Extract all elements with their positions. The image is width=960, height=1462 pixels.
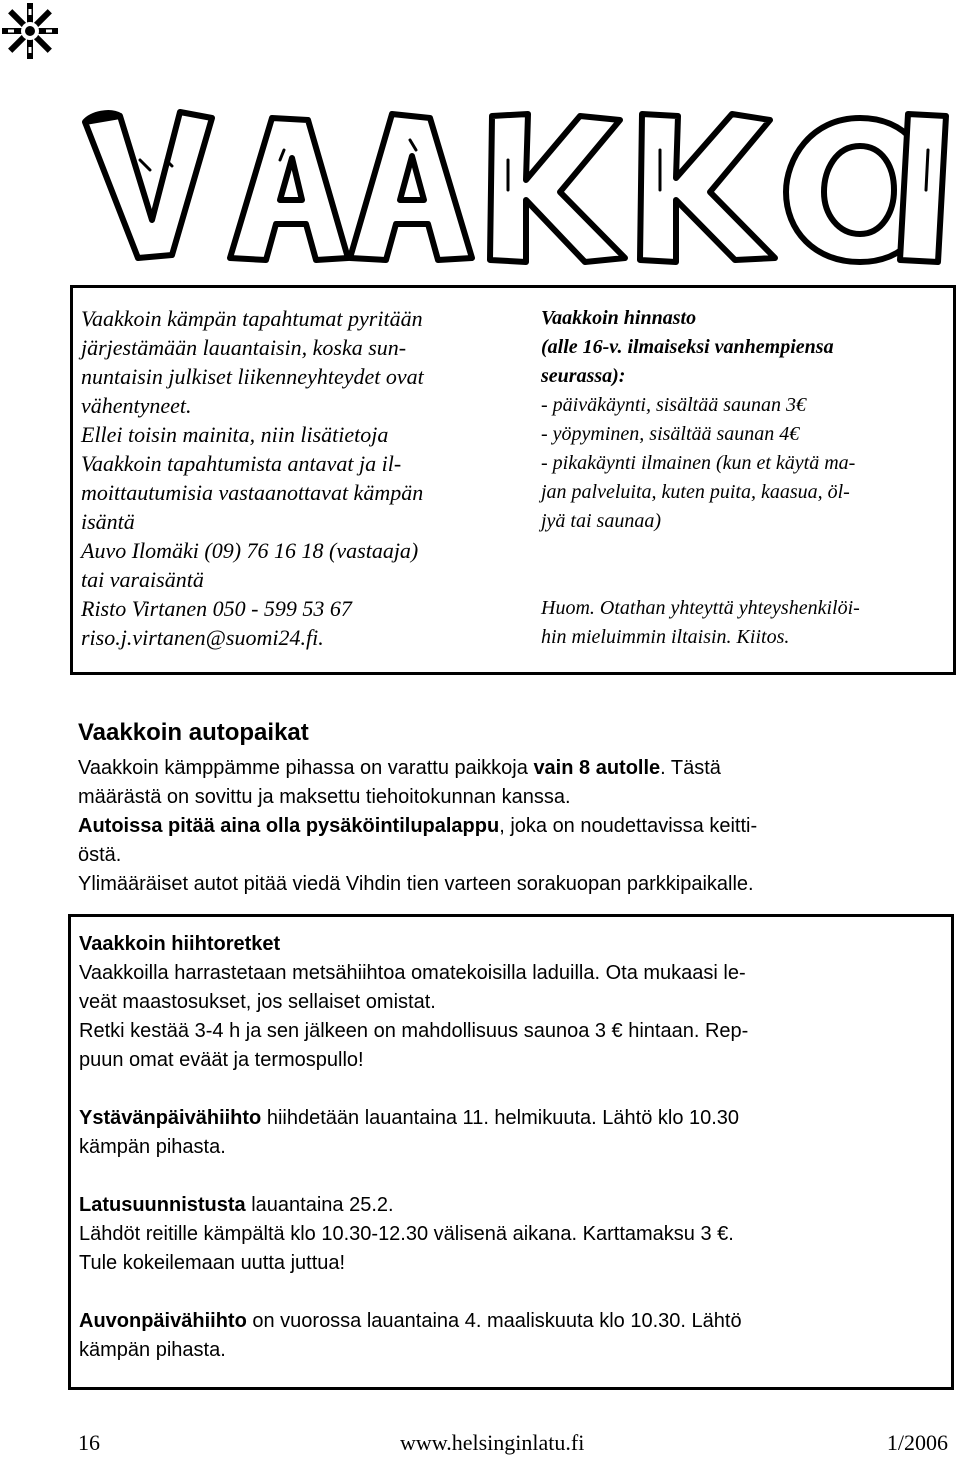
event-name: Auvonpäivähiihto xyxy=(79,1310,247,1332)
event-auvo-day xyxy=(79,1307,945,1336)
ski-text: kämpän pihasta. xyxy=(79,1339,226,1361)
price-subtitle: (alle 16-v. ilmaiseksi vanhempiensa xyxy=(541,336,834,358)
ski-text: Retki kestää 3-4 h ja sen jälkeen on mahdollisuus saunoa 3 € hintaan. Rep- xyxy=(79,1020,749,1042)
info-line: moittautumisia vastaanottavat kämpän xyxy=(81,480,424,505)
text-run: on vuorossa lauantaina 4. maaliskuuta klo 10.30. Lähtö xyxy=(246,1310,742,1332)
info-line: Vaakkoin tapahtumista antavat ja il- xyxy=(81,451,402,476)
event-name: Latusuunnistusta xyxy=(79,1194,246,1216)
parking-text: Ylimääräiset autot pitää viedä Vihdin tien varteen sorakuopan parkkipaikalle. xyxy=(78,873,754,895)
info-line: järjestämään lauantaisin, koska sun- xyxy=(81,335,407,360)
info-line: Ellei toisin mainita, niin lisätietoja xyxy=(81,422,389,447)
snowflake-icon xyxy=(0,0,60,62)
vaakkoi-logo xyxy=(80,100,960,265)
ski-text: kämpän pihasta. xyxy=(79,1136,226,1158)
note-line: Huom. Otathan yhteyttä yhteyshenkilöi- xyxy=(541,597,860,619)
ski-trips-box xyxy=(68,914,954,1390)
parking-text xyxy=(78,754,948,783)
parking-text: määrästä on sovittu ja maksettu tiehoitokunnan kanssa. xyxy=(78,786,571,808)
price-item: - yöpyminen, sisältää saunan 4€ xyxy=(541,423,800,445)
price-item: - pikakäynti ilmainen (kun et käytä ma- xyxy=(541,452,856,474)
page-footer xyxy=(78,1430,948,1460)
ski-text: Vaakkoilla harrastetaan metsähiihtoa omatekoisilla laduilla. Ota mukaasi le- xyxy=(79,962,746,984)
highlight-text: vain 8 autolle xyxy=(533,757,661,779)
info-line: Vaakkoin kämpän tapahtumat pyritään xyxy=(81,306,423,331)
event-orienteering xyxy=(79,1191,945,1220)
text-run: lauantaina 25.2. xyxy=(245,1194,394,1216)
parking-section xyxy=(78,716,948,899)
page-number: 16 xyxy=(78,1430,100,1455)
deputy-host-contact: Risto Virtanen 050 - 599 53 67 xyxy=(81,596,352,621)
note-line: hin mieluimmin iltaisin. Kiitos. xyxy=(541,626,790,648)
text-run: hiihdetään lauantaina 11. helmikuuta. Lähtö klo 10.30 xyxy=(261,1107,740,1129)
text-run: . Tästä xyxy=(660,757,721,779)
parking-title: Vaakkoin autopaikat xyxy=(78,719,309,746)
info-line: tai varaisäntä xyxy=(81,567,204,592)
price-list xyxy=(541,304,951,652)
ski-text: Tule kokeilemaan uutta juttua! xyxy=(79,1252,346,1274)
price-title: Vaakkoin hinnasto xyxy=(541,307,697,329)
info-line: isäntä xyxy=(81,509,135,534)
ski-text: veät maastosukset, jos sellaiset omistat. xyxy=(79,991,436,1013)
ski-text: puun omat eväät ja termospullo! xyxy=(79,1049,364,1071)
text-run: , joka on noudettavissa keitti- xyxy=(499,815,758,837)
info-line: nuntaisin julkiset liikenneyhteydet ovat xyxy=(81,364,424,389)
email-link[interactable]: riso.j.virtanen@suomi24.fi. xyxy=(81,625,324,650)
price-item: jan palveluita, kuten puita, kaasua, öl- xyxy=(541,481,850,503)
price-item: - päiväkäynti, sisältää saunan 3€ xyxy=(541,394,806,416)
ski-trips-title: Vaakkoin hiihtoretket xyxy=(79,933,281,955)
parking-text: östä. xyxy=(78,844,122,866)
issue-number: 1/2006 xyxy=(886,1430,948,1455)
ski-trips-content xyxy=(79,930,945,1365)
hosting-info xyxy=(81,304,511,652)
price-subtitle: seurassa): xyxy=(541,365,626,387)
ski-text: Lähdöt reitille kämpältä klo 10.30-12.30 välisenä aikana. Karttamaksu 3 €. xyxy=(79,1223,734,1245)
info-box xyxy=(70,285,956,675)
highlight-text: Autoissa pitää aina olla pysäköintilupalappu xyxy=(78,815,500,837)
price-item: jyä tai saunaa) xyxy=(541,510,661,532)
host-contact: Auvo Ilomäki (09) 76 16 18 (vastaaja) xyxy=(81,538,419,563)
text-run: Vaakkoin kämppämme pihassa on varattu paikkoja xyxy=(78,757,534,779)
parking-text xyxy=(78,812,948,841)
footer-url[interactable]: www.helsinginlatu.fi xyxy=(400,1430,585,1455)
event-name: Ystävänpäivähiihto xyxy=(79,1107,262,1129)
event-valentines xyxy=(79,1104,945,1133)
info-line: vähentyneet. xyxy=(81,393,192,418)
